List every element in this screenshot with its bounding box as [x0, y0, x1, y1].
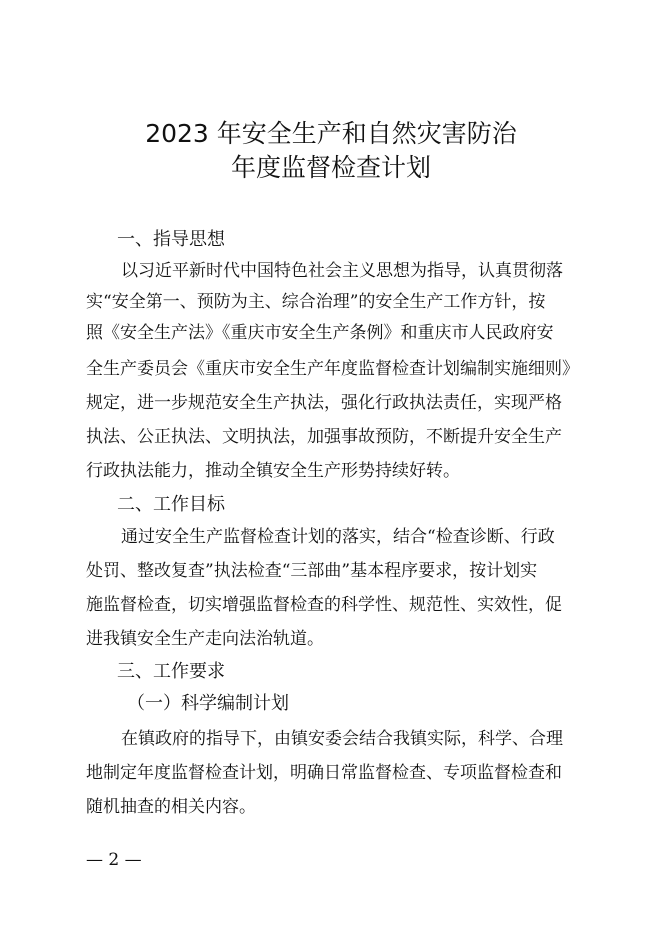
document-title-line-1: 2023 年安全生产和自然灾害防治: [145, 119, 517, 148]
paragraph-line: 行政执法能力，推动全镇安全生产形势持续好转。: [86, 461, 460, 481]
paragraph-line: 以习近平新时代中国特色社会主义思想为指导，认真贯彻落: [121, 261, 563, 281]
page-number: — 2 —: [86, 850, 142, 870]
section-heading-work-goals: 二、工作目标: [117, 494, 225, 515]
paragraph-line: 执法、公正执法、文明执法，加强事故预防，不断提升安全生产: [86, 427, 562, 447]
paragraph-line: 全生产委员会《重庆市安全生产年度监督检查计划编制实施细则》: [86, 359, 579, 379]
paragraph-line: 通过安全生产监督检查计划的落实，结合“检查诊断、行政: [121, 527, 555, 547]
paragraph-line: 照《安全生产法》《重庆市安全生产条例》和重庆市人民政府安: [86, 323, 554, 343]
paragraph-line: 进我镇安全生产走向法治轨道。: [86, 629, 324, 649]
section-heading-work-requirements: 三、工作要求: [117, 661, 225, 682]
paragraph-line: 实“安全第一、预防为主、综合治理”的安全生产工作方针，按: [86, 292, 546, 312]
document-title-line-2: 年度监督检查计划: [230, 153, 431, 182]
paragraph-line: 随机抽查的相关内容。: [86, 797, 256, 817]
paragraph-line: 施监督检查，切实增强监督检查的科学性、规范性、实效性，促: [86, 595, 562, 615]
paragraph-line: 地制定年度监督检查计划，明确日常监督检查、专项监督检查和: [86, 763, 562, 783]
paragraph-line: 在镇政府的指导下，由镇安委会结合我镇实际，科学、合理: [121, 729, 563, 749]
paragraph-line: 处罚、整改复查”执法检查“三部曲”基本程序要求，按计划实: [86, 561, 538, 581]
paragraph-line: 规定，进一步规范安全生产执法，强化行政执法责任，实现严格: [86, 393, 562, 413]
subsection-heading-scientific-planning: （一）科学编制计划: [127, 693, 289, 714]
section-heading-guiding-ideology: 一、指导思想: [117, 229, 225, 250]
